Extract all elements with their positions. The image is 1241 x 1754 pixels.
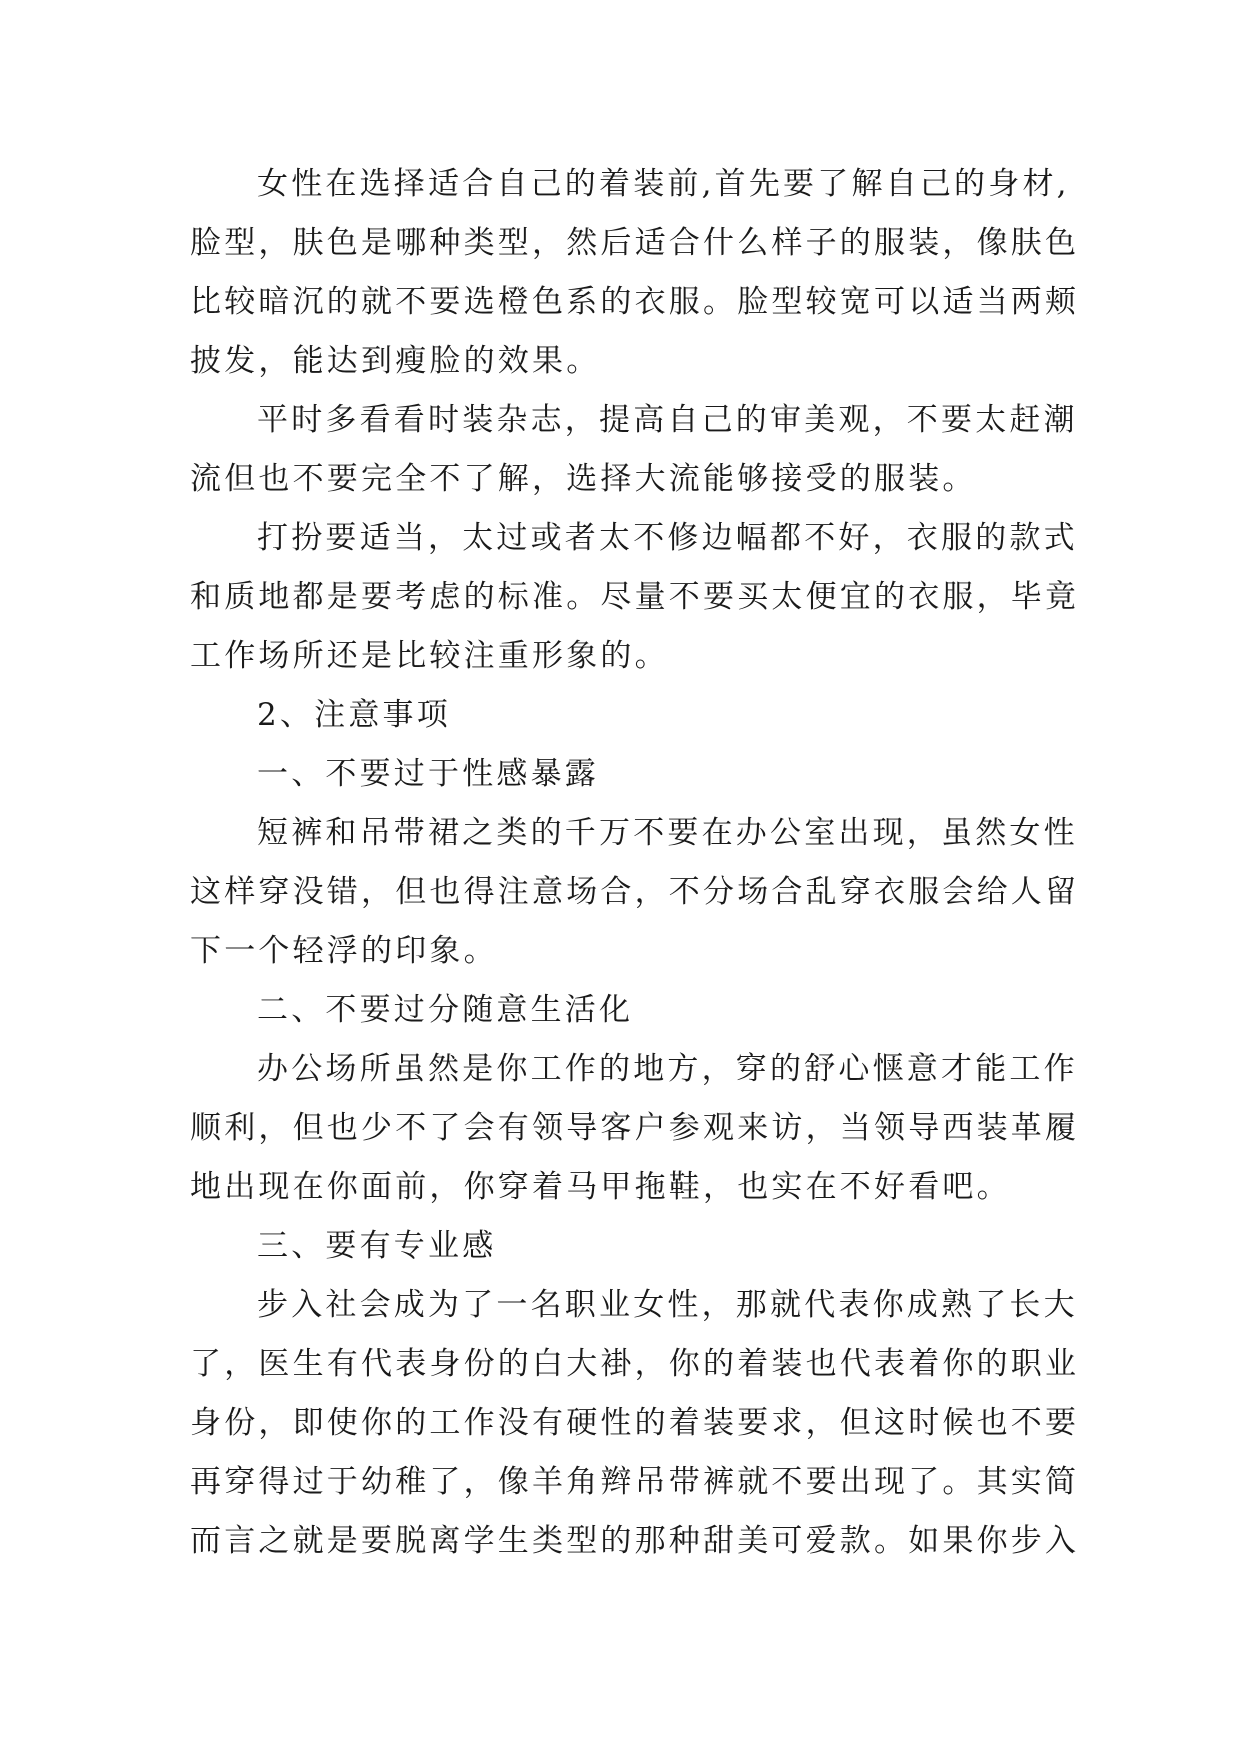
subheading-3: 三、要有专业感 xyxy=(257,1228,497,1264)
text-line-8: 和质地都是要考虑的标准。尽量不要买太便宜的衣服，毕竟 xyxy=(190,579,1080,615)
text-line-5: 平时多看看时装杂志，提高自己的审美观，不要太赶潮 xyxy=(257,402,1078,438)
text-line-14: 下一个轻浮的印象。 xyxy=(190,933,498,969)
text-line-9: 工作场所还是比较注重形象的。 xyxy=(190,638,669,674)
text-line-1: 女性在选择适合自己的着装前,首先要了解自己的身材, xyxy=(257,166,1070,202)
text-line-13: 这样穿没错，但也得注意场合，不分场合乱穿衣服会给人留 xyxy=(190,874,1080,910)
text-line-17: 顺利，但也少不了会有领导客户参观来访，当领导西装革履 xyxy=(190,1110,1080,1146)
text-line-22: 身份，即使你的工作没有硬性的着装要求，但这时候也不要 xyxy=(190,1405,1080,1441)
text-line-23: 再穿得过于幼稚了，像羊角辫吊带裤就不要出现了。其实简 xyxy=(190,1464,1080,1500)
text-line-4: 披发，能达到瘦脸的效果。 xyxy=(190,343,601,379)
subheading-2: 二、不要过分随意生活化 xyxy=(257,992,634,1028)
text-line-2: 脸型，肤色是哪种类型，然后适合什么样子的服装，像肤色 xyxy=(190,225,1080,261)
subheading-1: 一、不要过于性感暴露 xyxy=(257,756,599,792)
text-line-21: 了，医生有代表身份的白大褂，你的着装也代表着你的职业 xyxy=(190,1346,1080,1382)
text-line-3: 比较暗沉的就不要选橙色系的衣服。脸型较宽可以适当两颊 xyxy=(190,284,1080,320)
text-line-20: 步入社会成为了一名职业女性，那就代表你成熟了长大 xyxy=(257,1287,1078,1323)
text-line-6: 流但也不要完全不了解，选择大流能够接受的服装。 xyxy=(190,461,977,497)
section-heading-notes: 2、注意事项 xyxy=(257,697,451,733)
text-line-12: 短裤和吊带裙之类的千万不要在办公室出现，虽然女性 xyxy=(257,815,1078,851)
text-line-7: 打扮要适当，太过或者太不修边幅都不好，衣服的款式 xyxy=(257,520,1078,556)
text-line-18: 地出现在你面前，你穿着马甲拖鞋，也实在不好看吧。 xyxy=(190,1169,1011,1205)
text-line-16: 办公场所虽然是你工作的地方，穿的舒心惬意才能工作 xyxy=(257,1051,1078,1087)
text-line-24: 而言之就是要脱离学生类型的那种甜美可爱款。如果你步入 xyxy=(190,1523,1080,1559)
